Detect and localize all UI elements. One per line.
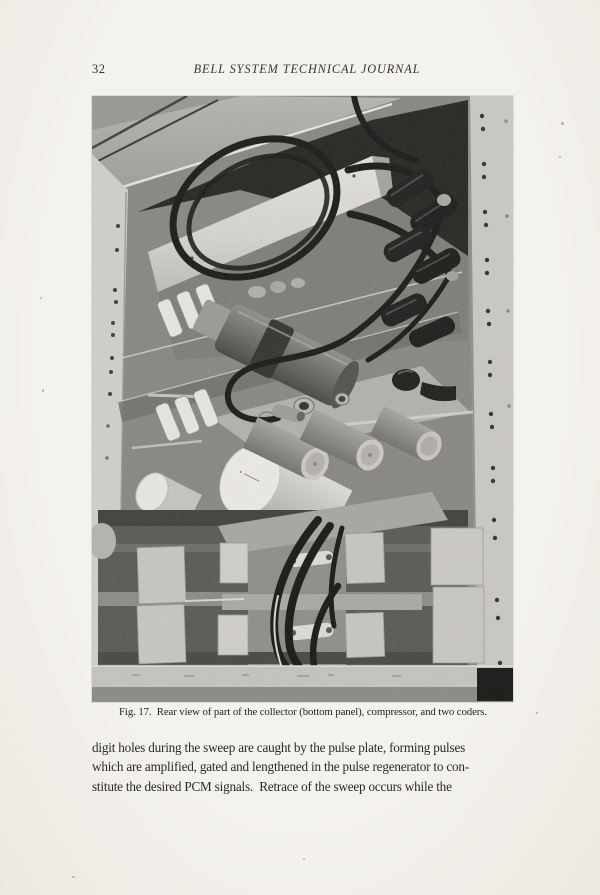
body-line-1: digit holes during the sweep are caught by the pulse plate, forming pulses (92, 740, 466, 755)
body-paragraph (92, 738, 528, 796)
paper-speck (72, 876, 75, 878)
figure-caption: Fig. 17. Rear view of part of the collector (bottom panel), compressor, and two coders. (119, 706, 487, 718)
paper-speck (42, 389, 44, 392)
running-head (0, 62, 600, 80)
body-line-2: which are amplified, gated and lengthened in the pulse regenerator to con- (92, 759, 470, 775)
film-grain-overlay (92, 96, 513, 702)
figure-photo (92, 96, 513, 702)
page-number: 32 (92, 62, 106, 76)
equipment-photo-illustration (92, 96, 513, 702)
paper-speck (40, 297, 42, 299)
body-line-3: stitute the desired PCM signals. Retrace of the sweep occurs while the (92, 778, 452, 794)
journal-title: BELL SYSTEM TECHNICAL JOURNAL (193, 62, 421, 76)
paper-speck (303, 858, 305, 860)
paper-speck (561, 122, 564, 125)
paper-speck (536, 712, 538, 714)
paper-speck (559, 156, 561, 158)
